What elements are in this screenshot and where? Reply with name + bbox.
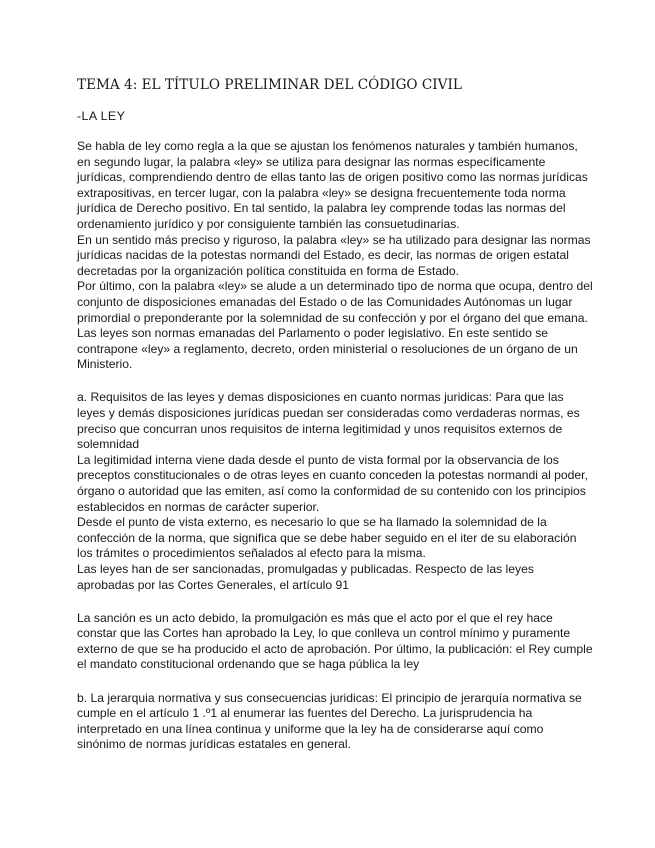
text-line: ordenamiento jurídico y por consiguiente también las consuetudinarias. (77, 216, 460, 231)
text-line: Las leyes han de ser sancionadas, promulgadas y publicadas. Respecto de las leyes (77, 561, 534, 576)
paragraph-spacer (77, 673, 587, 691)
text-line: interpretado en una línea continua y uniforme que la ley ha de considerarse aquí como (77, 721, 544, 736)
text-line: constar que las Cortes han aprobado la Ley, lo que conlleva un control mínimo y puramente (77, 626, 571, 641)
text-line: jurídicas, comprendiendo dentro de ellas tanto las de origen positivo como las normas jurídicas (77, 170, 588, 185)
paragraph-spacer (77, 373, 587, 391)
text-line: decretadas por la organización política constituida en forma de Estado. (77, 263, 459, 278)
text-line: Por último, con la palabra «ley» se alude a un determinado tipo de norma que ocupa, dentro del (77, 279, 593, 294)
text-line: Las leyes son normas emanadas del Parlamento o poder legislativo. En este sentido se (77, 326, 549, 341)
paragraph-block (77, 390, 587, 593)
document-body (77, 139, 593, 753)
paragraph-spacer (77, 593, 587, 611)
text-line: La sanción es un acto debido, la promulgación es más que el acto por el que el rey hace (77, 610, 553, 625)
text-line: cumple en el artículo 1 .º1 al enumerar las fuentes del Derecho. La jurisprudencia ha (77, 706, 533, 721)
text-line: a. Requisitos de las leyes y demas disposiciones en cuanto normas juridicas: Para que las (77, 390, 564, 405)
paragraph-block (77, 610, 593, 673)
text-line: confección de la norma, que significa que se debe haber seguido en el iter de su elaboración (77, 530, 577, 545)
text-line: aprobadas por las Cortes Generales, el artículo 91 (77, 577, 349, 592)
text-line: leyes y demás disposiciones jurídicas puedan ser consideradas como verdaderas normas, es (77, 406, 580, 420)
text-line: preciso que concurran unos requisitos de interna legitimidad y unos requisitos externos de (77, 421, 563, 436)
text-line: extrapositivas, en tercer lugar, con la palabra «ley» se designa frecuentemente toda norma (77, 185, 566, 200)
text-line: La legitimidad interna viene dada desde el punto de vista formal por la observancia de los (77, 452, 559, 467)
document-title: TEMA 4: EL TÍTULO PRELIMINAR DEL CÓDIGO CIVIL (77, 77, 462, 93)
paragraph-block (77, 691, 587, 753)
text-line: externo de que se ha producido el acto de aprobación. Por último, la publicación: el Rey cumple (77, 641, 593, 656)
text-line: órgano o autoridad que las emiten, así como la conformidad de su contenido con los principios (77, 483, 586, 498)
text-line: conjunto de disposiciones emanadas del Estado o de las Comunidades Autónomas un lugar (77, 294, 573, 309)
text-line: sinónimo de normas jurídicas estatales en general. (77, 737, 351, 752)
text-line: el mandato constitucional ordenando que se haga pública la ley (77, 657, 420, 672)
text-line: preceptos constitucionales o de otras leyes en cuanto conceden la potestas normandi al poder, (77, 468, 588, 483)
text-line: contrapone «ley» a reglamento, decreto, orden ministerial o resoluciones de un órgano de un (77, 341, 578, 356)
text-line: establecidos en normas de carácter superior. (77, 499, 320, 514)
text-line: solemnidad (77, 437, 140, 452)
text-line: En un sentido más preciso y riguroso, la palabra «ley» se ha utilizado para designar las normas (77, 232, 591, 247)
text-line: jurídicas nacidas de la potestas normandi del Estado, es decir, las normas de origen estatal (77, 248, 569, 263)
section-heading: -LA LEY (77, 109, 126, 123)
text-line: Ministerio. (77, 357, 133, 372)
text-line: b. La jerarquia normativa y sus consecuencias juridicas: El principio de jerarquía normativa se (77, 690, 582, 705)
text-line: Desde el punto de vista externo, es necesario lo que se ha llamado la solemnidad de la (77, 515, 547, 530)
paragraph-block (77, 139, 593, 373)
text-line: los trámites o procedimientos señalados al efecto para la misma. (77, 546, 426, 561)
text-line: Se habla de ley como regla a la que se ajustan los fenómenos naturales y también humanos, (77, 139, 578, 153)
text-line: primordial o preponderante por la solemnidad de su confección y por el órgano del que emana. (77, 310, 588, 325)
text-line: en segundo lugar, la palabra «ley» se utiliza para designar las normas específicamente (77, 154, 546, 169)
text-line: jurídica de Derecho positivo. En tal sentido, la palabra ley comprende todas las normas del (77, 201, 566, 216)
